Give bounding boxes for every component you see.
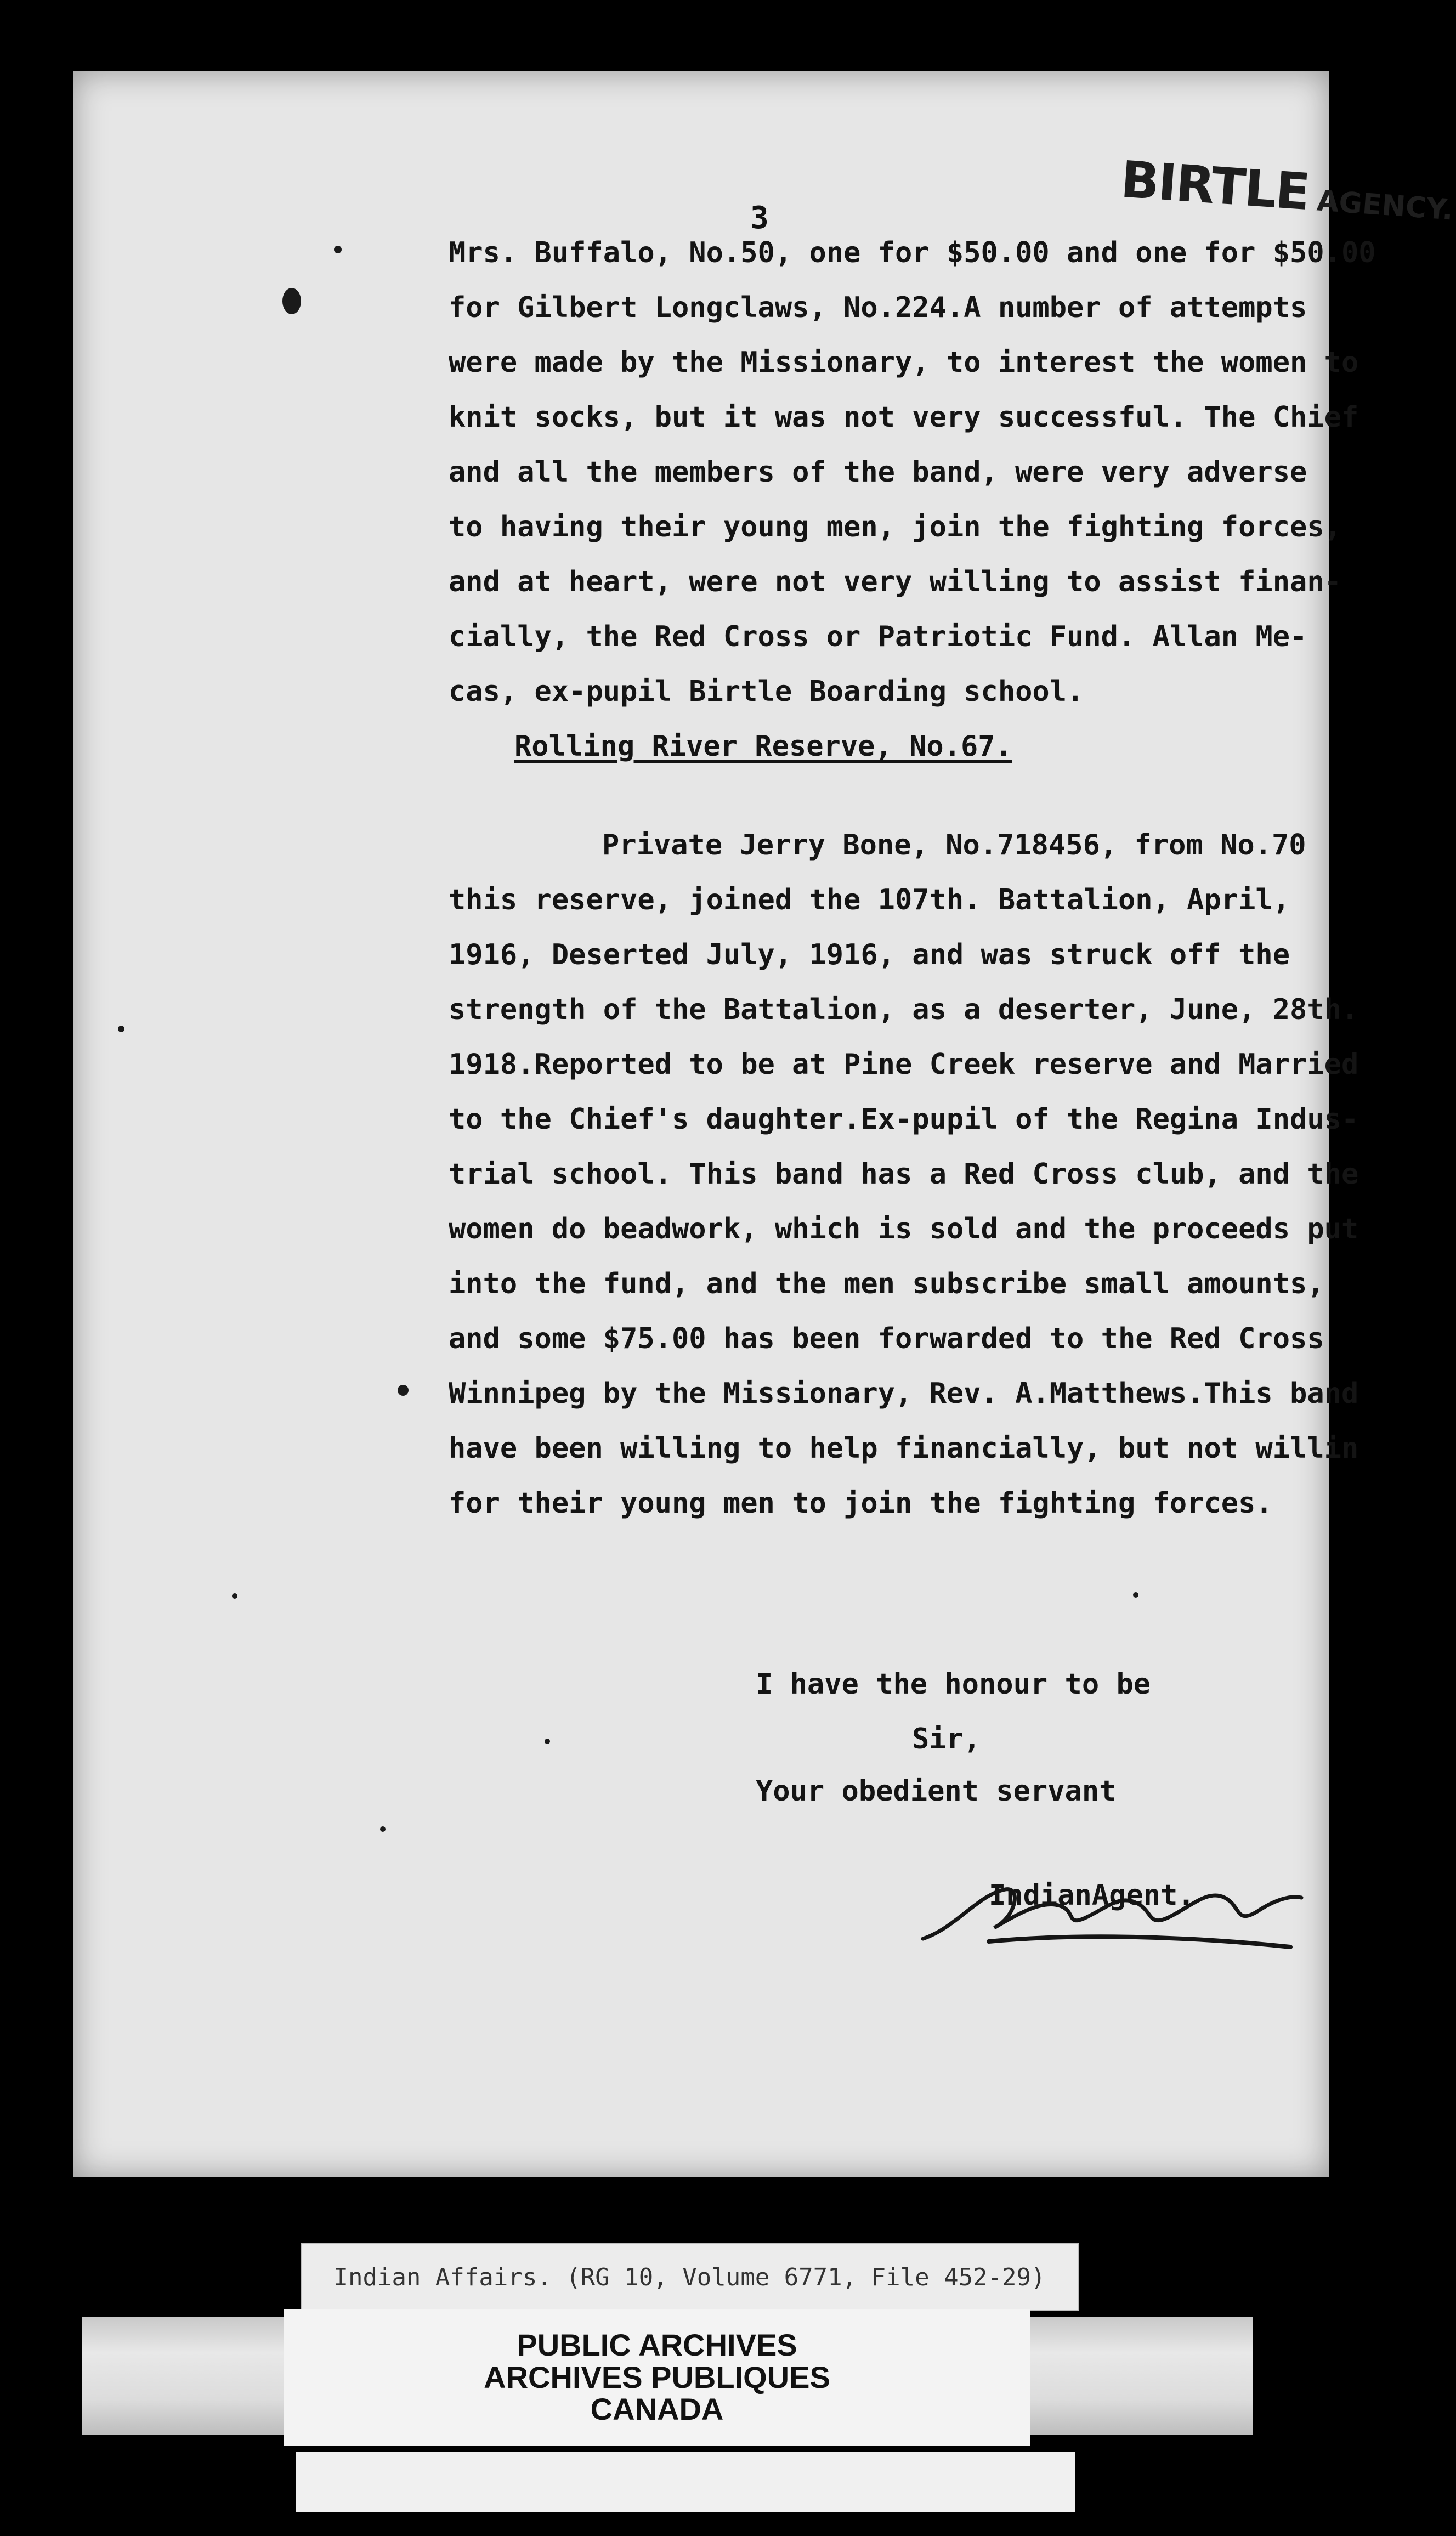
ink-speck [232,1593,237,1599]
paragraph-2-line: 1916, Deserted July, 1916, and was struck off the [449,938,1290,971]
ink-speck [380,1826,386,1832]
page-number: 3 [750,200,769,236]
paragraph-2-line: Private Jerry Bone, No.718456, from No.70 [602,829,1306,862]
paragraph-2-line: to the Chief's daughter.Ex-pupil of the Regina Indus- [449,1103,1359,1136]
public-archives-label [284,2309,1030,2446]
closing-servant: Your obedient servant [756,1775,1117,1808]
paragraph-1-line: cas, ex-pupil Birtle Boarding school. [449,675,1084,708]
closing-line: I have the honour to be [756,1668,1151,1701]
archive-reference-label: Indian Affairs. (RG 10, Volume 6771, File 452-29) [301,2243,1079,2311]
paragraph-1-line: and all the members of the band, were very adverse [449,456,1307,489]
stamp-main-text: BIRTLE [1119,150,1311,222]
paragraph-2-line: 1918.Reported to be at Pine Creek reserve and Married [449,1048,1359,1081]
paragraph-2-line: this reserve, joined the 107th. Battalion, April, [449,884,1290,916]
paragraph-2-line: strength of the Battalion, as a deserter, June, 28th. [449,993,1359,1026]
reserve-heading: Rolling River Reserve, No.67. [514,730,1012,763]
paragraph-2-line: women do beadwork, which is sold and the proceeds put [449,1213,1359,1246]
birtle-agency-stamp [1118,150,1454,234]
paragraph-1-line: cially, the Red Cross or Patriotic Fund. Allan Me- [449,620,1307,653]
ink-blot [282,288,301,314]
archives-line-english: PUBLIC ARCHIVES [517,2327,797,2362]
ink-speck [334,246,342,253]
paragraph-2-line: trial school. This band has a Red Cross club, and the [449,1158,1359,1191]
archives-line-french: ARCHIVES PUBLIQUES [484,2359,830,2395]
paragraph-2-line: have been willing to help financially, but not willin [449,1432,1359,1465]
paragraph-2-line: Winnipeg by the Missionary, Rev. A.Matthews.This band [449,1377,1359,1410]
paragraph-2-line: and some $75.00 has been forwarded to the Red Cross [449,1322,1324,1355]
paragraph-1-line: were made by the Missionary, to interest the women to [449,346,1359,379]
ink-speck [1133,1592,1138,1598]
closing-salutation: Sir, [912,1723,981,1756]
ink-speck [398,1385,409,1396]
paragraph-2-line: into the fund, and the men subscribe small amounts, [449,1267,1324,1300]
bottom-label-strip [296,2452,1075,2512]
ink-speck [545,1739,550,1744]
paragraph-1-line: knit socks, but it was not very successful. The Chief [449,401,1359,434]
agent-title: IndianAgent. [989,1879,1195,1912]
archives-line-country: CANADA [590,2392,724,2427]
paragraph-1-line: to having their young men, join the fighting forces, [449,511,1341,544]
paragraph-1-line: and at heart, were not very willing to assist finan- [449,565,1341,598]
paragraph-2-line: for their young men to join the fighting forces. [449,1487,1273,1520]
ink-speck [118,1026,124,1032]
paragraph-1-line: for Gilbert Longclaws, No.224.A number of attempts [449,291,1307,324]
document-page [73,71,1454,2177]
paragraph-1-line: Mrs. Buffalo, No.50, one for $50.00 and one for $50.00 [449,236,1376,269]
stamp-sub-text: AGENCY. [1316,184,1454,227]
